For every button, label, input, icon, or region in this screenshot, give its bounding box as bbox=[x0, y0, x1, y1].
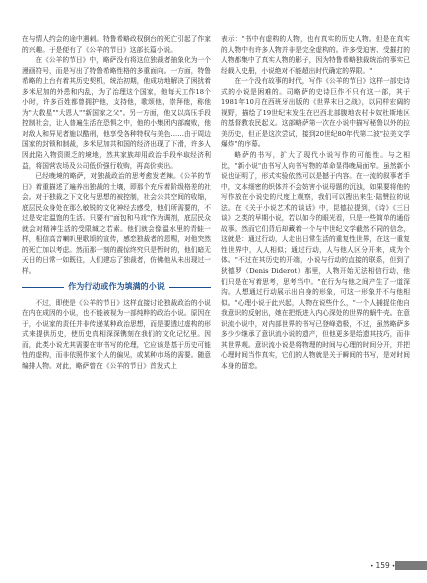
heading-rule-right bbox=[169, 287, 211, 288]
footer-bar bbox=[395, 561, 427, 570]
paragraph: 在一个没有故事的时代，写作《公羊的节日》这样一部史诗式的小说是困难的。司略萨的史诗巨作不只有这一部，其于1981年10月在西班牙出版的《世界末日之战》，以同样宏阔的视野，描绘了19世纪末发生在巴西北部腹地农村卡奴杜斯地区的基督教农民起义。这部略萨第一次在小说中描写秘鲁以外的拉美历史，但正是这次尝试，接到20世纪80年代第二波"拉美文学爆炸"的序幕。 bbox=[221, 77, 410, 149]
page-number bbox=[370, 561, 395, 570]
left-column bbox=[22, 34, 211, 371]
page-number-dot: • bbox=[389, 563, 396, 570]
page-number-value: 159 bbox=[375, 561, 390, 570]
paragraph: 表示："书中有虚构的人物，也有真实的历史人物。但是在真实的人物中有许多人物并非是完全虚构的。许多受迫害、受摧打的人物都集中了真实人物的影子，因为特鲁希略独裁统治的事实已经载入史册，小说绝对不能超出时代确定的界限。" bbox=[221, 35, 410, 75]
paragraph: 在与情人约会的途中遇刺。特鲁希略政权倒台的死亡引起了作家的兴趣。于是便有了《公羊的节日》这部长篇小说。 bbox=[22, 35, 211, 54]
paragraph: 不过，即使是《公羊的节日》这样直接讨论独裁政治的小说在内在成因的小说，也不能被视为一部纯粹的政治小说。原因在于，小说家的责任并非传递某种政治思想，而是要透过虚构的形式来提供历史，使历史真相深深镌刻在我们的文化记忆里。因而，此类小说尤其需要在审书写的伦理，它应该是基于历史可能性的虚构，而非依照作家个人的偏见，或某种市场的需要。随意编排人物。对此，略萨曾在《公羊的节日》首发式上 bbox=[22, 298, 211, 370]
section-heading-text: 作为行动或作为填满的小说 bbox=[68, 282, 165, 292]
paragraph: 在《公羊的节日》中，略萨没有将这位独裁者抽象化为一个漫画符号，而是写出了特鲁希略性格的多重面向。一方面，特鲁希略的上台有着其历史契机，统治初期，他成功地解决了困扰着多米尼加的外患和内乱，为了治理这个国家，他每天工作18个小时，许多百姓都曾拥护他，支持他，歌颂他，崇拜他，称他为"大救星""大恩人""新国家之父"。另一方面，他又以高压手段控制社会，让人普遍生活在恐惧之中，他的小集团内部腐败，他对敌人和异见者施以酷刑，他享受各种特权与美色……由于周边国家的封锁和制裁，多米尼加共和国的经济出现了下滑，许多人因此陷入物资匮乏的境地，然其家族却用政治手段牟取经济利益，将国营农场及公司低价强行收购，再高价卖出。 bbox=[22, 56, 211, 170]
heading-rule-left bbox=[22, 287, 64, 288]
paragraph: 已经晚境的略萨，对独裁政治的思考愈发老辣。《公羊的节日》着重描述了遍养出独裁的土壤，即那个充斥着阶级格差的社会。对于独裁之下文化与思想的被控制，社会公共空间的收缩，底层民众身处在那么敏锐的文化神经去感受，他们所需要的，不过是安定温饱的生活。只要有"面包和马戏"作为调剂，底层民众就会对精神生活的受限缄之若素。他们就会像温水里的青蛙一样，相信高音喇叭里歌颂的宣传，感恋独裁者的恩赐，对他突然的死亡加以考虑。然而那一刻的震惊终究只是暂时的，他们暗无天日的日常一如既往，人们建忘了独裁者，仿佛他从未出现过一样。 bbox=[22, 172, 211, 276]
page-number-dot: • bbox=[370, 563, 376, 570]
paragraph: 略萨的书写，扩大了现代小说写作的可能性。与之相比，"新小说"由书写人向书写物的革命显得晚局面窄。虽然新小说也证明了，形式实验依然可以是撼于内容。在一流的叙事者手中，文本细密的织体并不会妨害小说母题的沉浊，如果要将他的写作放在小说史的尺度上观察，我们可以搜出来生·陆赞拉的说法。在《关于小说艺术的谈话》中，昆德拉提到，《诗》《三日谈》之类的早期小说，若以如今的眼光看，只是一些简单的通俗故事。然而它们背后却藏着一个与中世纪文学截然不同的信念，这就是：通过行动，人走出日常生活的重复性世界，在这一重复性世界中，人人相似；通过行动，人与他人区分开来，成为个体。"不过在其历史的开端，小说与行动的直接的联系，但到了狄德罗（Denis Diderot）那里，人物开始无法相信行动，他们只是在写着思考，思考当中。"在行为与他之间产生了一道深沟。人想通过行动展示出自身的形象，可这一形象并不与他相似。"心理小说于此兴起，人物在说些什么，"一个人捕捉住他自我意识的反射出，她在把纸进入内心深处的世界的蜗牛壳。在意识流小说中，对内部世界的书写已登峰造极，不过，虽然略萨多多少少继承了意识流小说的遗产，但他更多是给遗其技巧，而非其世界观。意识流小说是将物理的时间与心理的时间分开，并把心理时间当作真实，它们的人物就是关于瞬间的书写，是对时间本身的留恋。 bbox=[221, 151, 410, 370]
right-column bbox=[221, 34, 410, 372]
section-heading bbox=[22, 282, 211, 294]
